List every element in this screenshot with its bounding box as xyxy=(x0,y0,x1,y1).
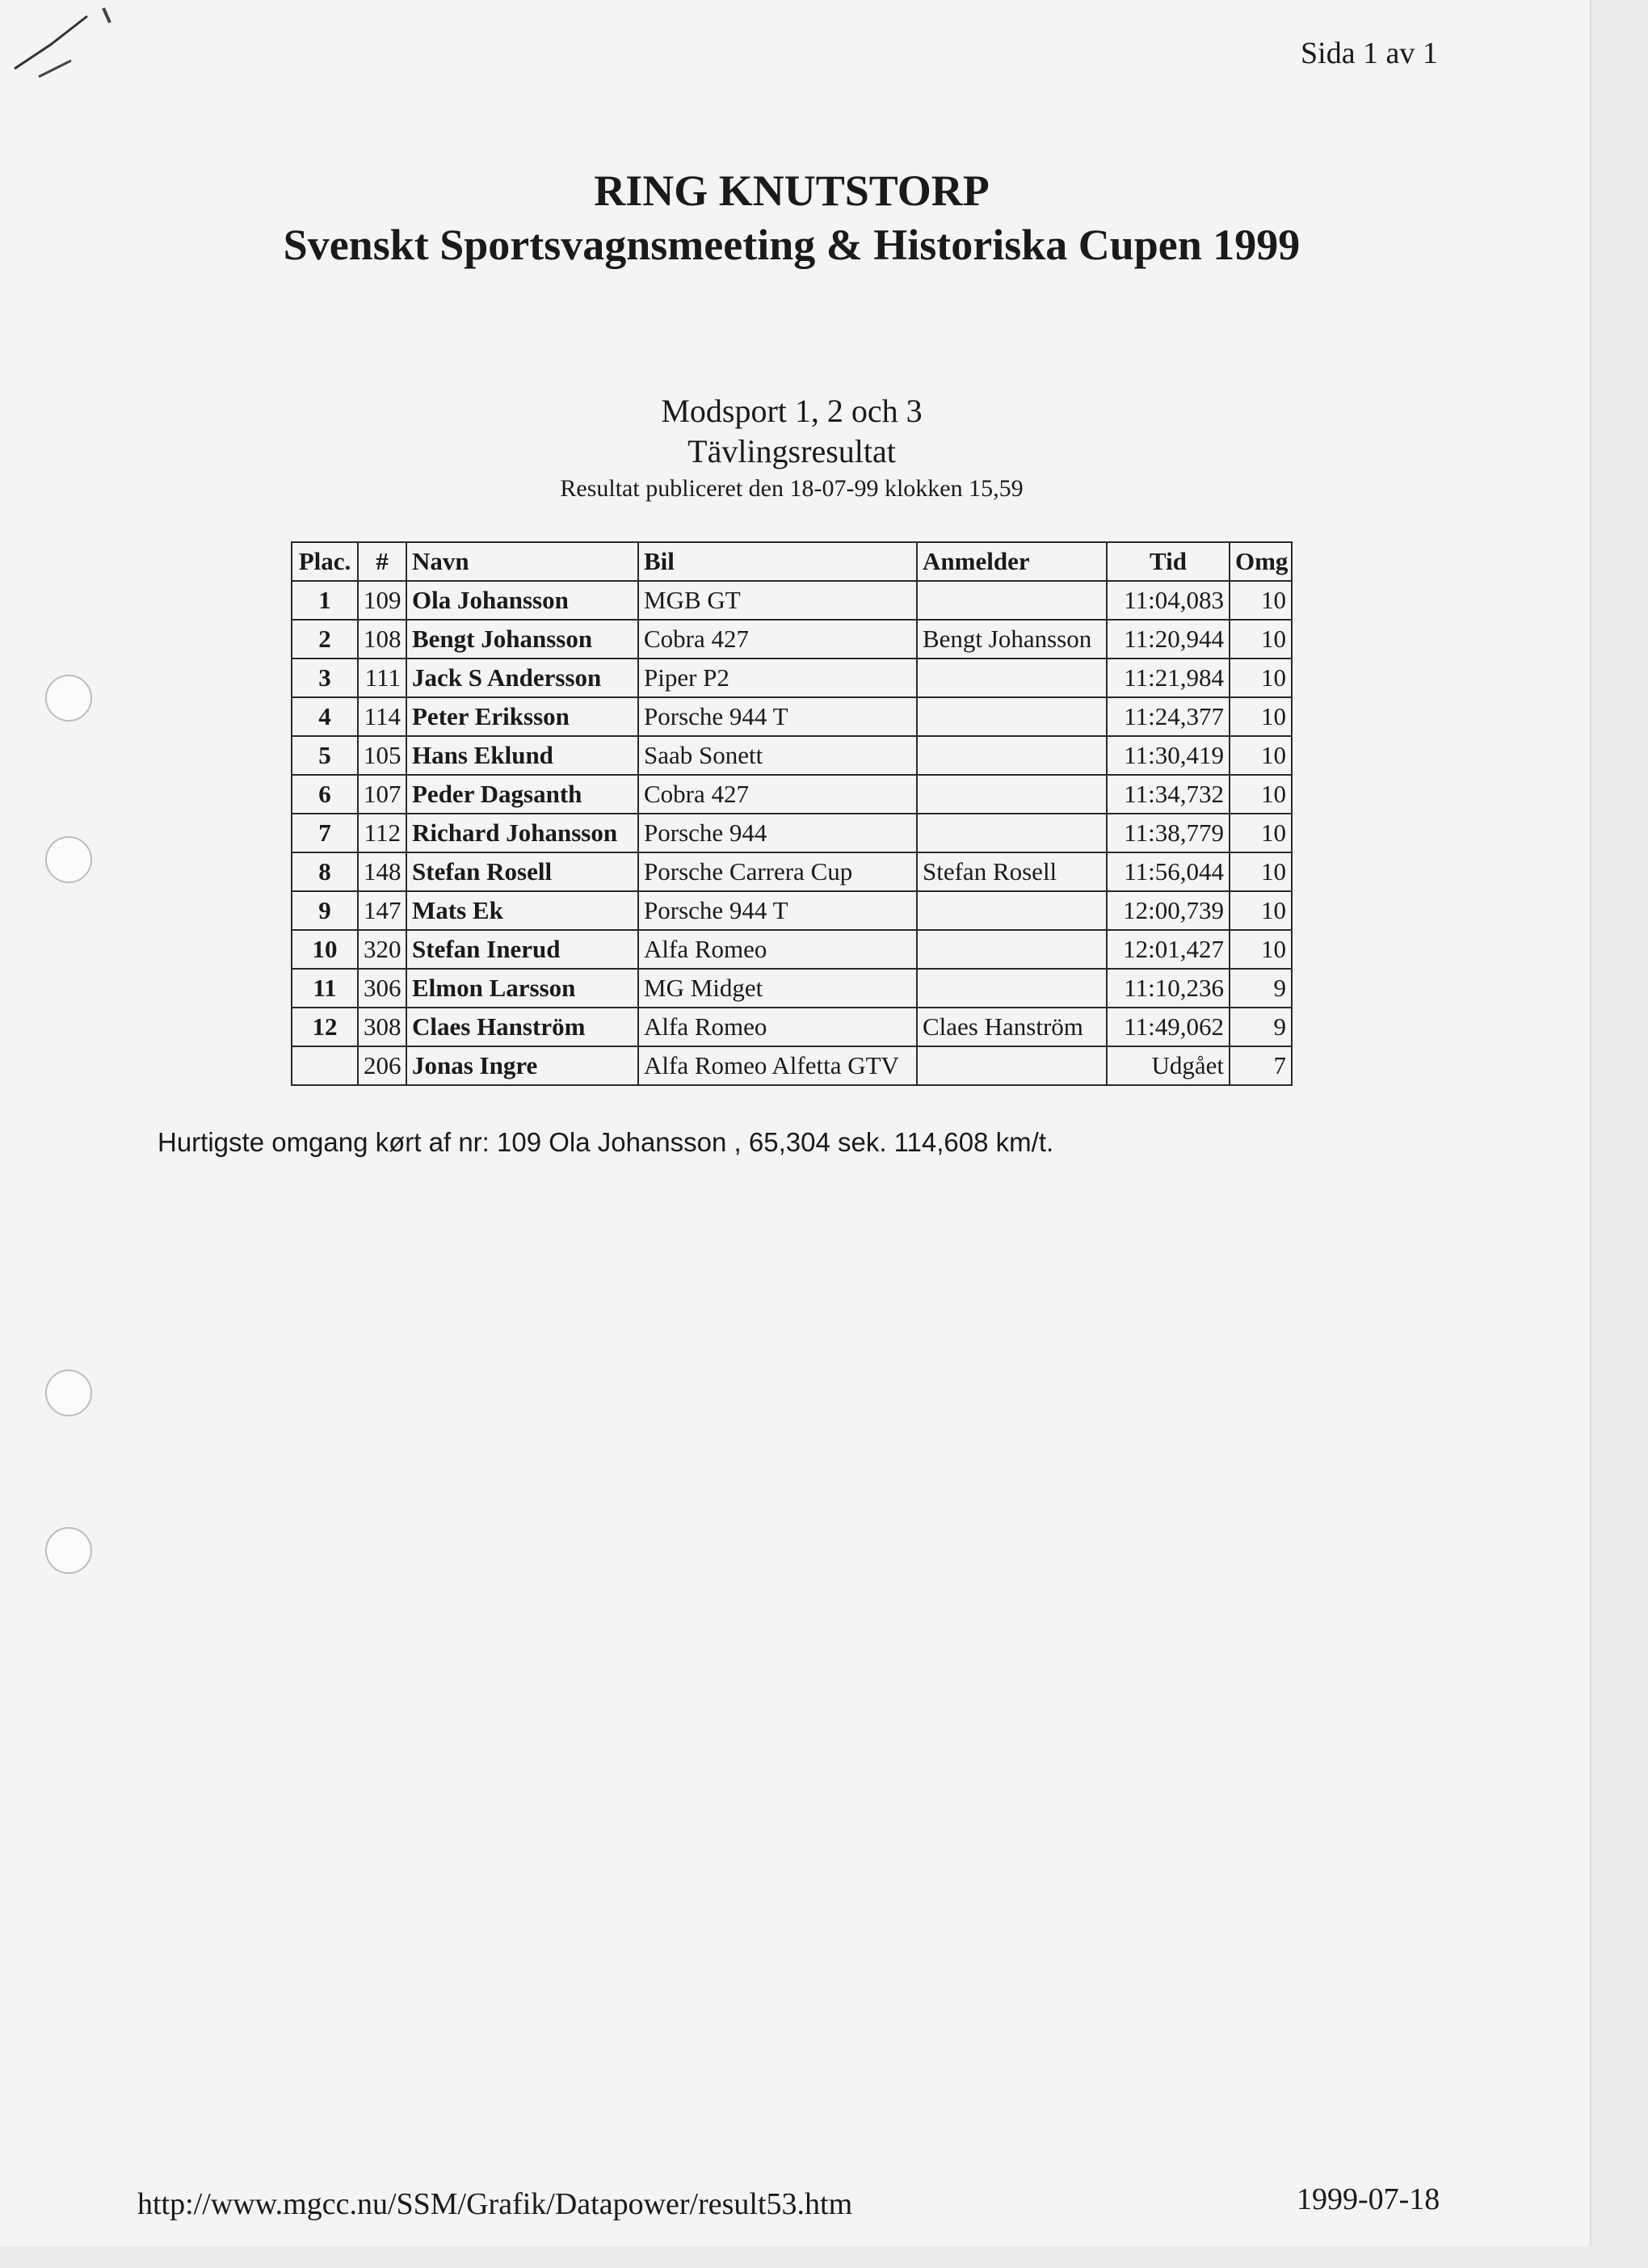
event-subtitle: Svenskt Sportsvagnsmeeting & Historiska Cupen 1999 xyxy=(283,221,1301,269)
cell-anmelder xyxy=(917,775,1107,814)
cell-num: 108 xyxy=(358,620,406,659)
cell-tid: 11:04,083 xyxy=(1107,581,1230,620)
cell-anmelder xyxy=(917,659,1107,697)
page-bottom-edge xyxy=(0,2246,1648,2268)
header-navn: Navn xyxy=(406,542,638,581)
cell-omg: 10 xyxy=(1230,891,1292,930)
cell-omg: 10 xyxy=(1230,930,1292,969)
header-tid: Tid xyxy=(1107,542,1230,581)
table-row xyxy=(292,697,1292,736)
cell-navn: Ola Johansson xyxy=(406,581,638,620)
cell-tid: 11:56,044 xyxy=(1107,852,1230,891)
cell-plac: 10 xyxy=(292,930,358,969)
punch-hole-icon xyxy=(45,675,92,722)
cell-tid: 11:10,236 xyxy=(1107,969,1230,1008)
cell-num: 306 xyxy=(358,969,406,1008)
cell-tid: 12:00,739 xyxy=(1107,891,1230,930)
cell-omg: 10 xyxy=(1230,852,1292,891)
cell-num: 112 xyxy=(358,814,406,852)
cell-tid: 11:20,944 xyxy=(1107,620,1230,659)
cell-plac: 6 xyxy=(292,775,358,814)
cell-navn: Claes Hanström xyxy=(406,1008,638,1046)
cell-tid: 11:21,984 xyxy=(1107,659,1230,697)
table-header-row xyxy=(292,542,1292,581)
cell-num: 111 xyxy=(358,659,406,697)
cell-navn: Jack S Andersson xyxy=(406,659,638,697)
cell-plac: 8 xyxy=(292,852,358,891)
cell-anmelder xyxy=(917,581,1107,620)
cell-tid: 11:24,377 xyxy=(1107,697,1230,736)
cell-navn: Stefan Rosell xyxy=(406,852,638,891)
cell-bil: Porsche 944 T xyxy=(638,697,917,736)
cell-plac: 5 xyxy=(292,736,358,775)
table-row xyxy=(292,814,1292,852)
cell-bil: Piper P2 xyxy=(638,659,917,697)
cell-omg: 10 xyxy=(1230,697,1292,736)
table-row xyxy=(292,930,1292,969)
cell-omg: 10 xyxy=(1230,659,1292,697)
table-row xyxy=(292,620,1292,659)
cell-navn: Richard Johansson xyxy=(406,814,638,852)
event-title: RING KNUTSTORP xyxy=(594,166,990,215)
cell-bil: Saab Sonett xyxy=(638,736,917,775)
cell-plac: 11 xyxy=(292,969,358,1008)
header-plac: Plac. xyxy=(292,542,358,581)
punch-hole-icon xyxy=(45,1527,92,1574)
table-row xyxy=(292,852,1292,891)
cell-tid: 12:01,427 xyxy=(1107,930,1230,969)
table-row xyxy=(292,775,1292,814)
cell-omg: 9 xyxy=(1230,1008,1292,1046)
cell-bil: Alfa Romeo xyxy=(638,930,917,969)
cell-plac: 9 xyxy=(292,891,358,930)
cell-bil: Porsche 944 T xyxy=(638,891,917,930)
cell-anmelder xyxy=(917,969,1107,1008)
footer-date: 1999-07-18 xyxy=(1297,2182,1440,2216)
cell-plac: 3 xyxy=(292,659,358,697)
cell-omg: 10 xyxy=(1230,814,1292,852)
cell-tid: 11:30,419 xyxy=(1107,736,1230,775)
cell-navn: Stefan Inerud xyxy=(406,930,638,969)
table-row xyxy=(292,969,1292,1008)
cell-navn: Jonas Ingre xyxy=(406,1046,638,1085)
cell-plac: 1 xyxy=(292,581,358,620)
header-anmelder: Anmelder xyxy=(917,542,1107,581)
cell-num: 206 xyxy=(358,1046,406,1085)
race-class: Modsport 1, 2 och 3 xyxy=(661,393,923,429)
cell-anmelder xyxy=(917,1046,1107,1085)
cell-plac: 12 xyxy=(292,1008,358,1046)
cell-num: 107 xyxy=(358,775,406,814)
cell-omg: 7 xyxy=(1230,1046,1292,1085)
fastest-lap-note: Hurtigste omgang kørt af nr: 109 Ola Johansson , 65,304 sek. 114,608 km/t. xyxy=(158,1127,1054,1157)
cell-tid: 11:38,779 xyxy=(1107,814,1230,852)
pen-mark-icon xyxy=(6,0,136,89)
table-row xyxy=(292,581,1292,620)
cell-omg: 10 xyxy=(1230,581,1292,620)
cell-num: 148 xyxy=(358,852,406,891)
cell-anmelder xyxy=(917,930,1107,969)
table-row xyxy=(292,1046,1292,1085)
cell-anmelder xyxy=(917,736,1107,775)
cell-bil: Porsche 944 xyxy=(638,814,917,852)
footer-url: http://www.mgcc.nu/SSM/Grafik/Datapower/result53.htm xyxy=(137,2187,853,2221)
cell-tid: 11:49,062 xyxy=(1107,1008,1230,1046)
cell-bil: MG Midget xyxy=(638,969,917,1008)
cell-anmelder: Stefan Rosell xyxy=(917,852,1107,891)
punch-hole-icon xyxy=(45,836,92,883)
cell-navn: Bengt Johansson xyxy=(406,620,638,659)
cell-anmelder: Bengt Johansson xyxy=(917,620,1107,659)
result-kind: Tävlingsresultat xyxy=(687,433,896,469)
cell-omg: 9 xyxy=(1230,969,1292,1008)
page-counter: Sida 1 av 1 xyxy=(1301,36,1438,70)
cell-navn: Peder Dagsanth xyxy=(406,775,638,814)
cell-anmelder xyxy=(917,814,1107,852)
cell-plac xyxy=(292,1046,358,1085)
cell-num: 105 xyxy=(358,736,406,775)
cell-num: 320 xyxy=(358,930,406,969)
cell-bil: Alfa Romeo xyxy=(638,1008,917,1046)
header-bil: Bil xyxy=(638,542,917,581)
cell-bil: MGB GT xyxy=(638,581,917,620)
cell-omg: 10 xyxy=(1230,736,1292,775)
cell-plac: 2 xyxy=(292,620,358,659)
cell-navn: Elmon Larsson xyxy=(406,969,638,1008)
cell-navn: Peter Eriksson xyxy=(406,697,638,736)
published-note: Resultat publiceret den 18-07-99 klokken 15,59 xyxy=(560,475,1024,502)
page-edge-shadow xyxy=(1590,0,1648,2268)
cell-navn: Mats Ek xyxy=(406,891,638,930)
table-row xyxy=(292,659,1292,697)
results-table xyxy=(291,541,1293,1086)
cell-num: 308 xyxy=(358,1008,406,1046)
cell-plac: 7 xyxy=(292,814,358,852)
header-num: # xyxy=(358,542,406,581)
cell-num: 147 xyxy=(358,891,406,930)
cell-anmelder xyxy=(917,697,1107,736)
punch-hole-icon xyxy=(45,1370,92,1416)
cell-bil: Cobra 427 xyxy=(638,775,917,814)
table-row xyxy=(292,1008,1292,1046)
cell-anmelder xyxy=(917,891,1107,930)
cell-omg: 10 xyxy=(1230,775,1292,814)
cell-bil: Alfa Romeo Alfetta GTV xyxy=(638,1046,917,1085)
cell-tid: 11:34,732 xyxy=(1107,775,1230,814)
cell-num: 114 xyxy=(358,697,406,736)
cell-bil: Porsche Carrera Cup xyxy=(638,852,917,891)
table-row xyxy=(292,736,1292,775)
cell-num: 109 xyxy=(358,581,406,620)
cell-anmelder: Claes Hanström xyxy=(917,1008,1107,1046)
cell-tid: Udgået xyxy=(1107,1046,1230,1085)
table-row xyxy=(292,891,1292,930)
header-omg: Omg xyxy=(1230,542,1292,581)
cell-bil: Cobra 427 xyxy=(638,620,917,659)
cell-omg: 10 xyxy=(1230,620,1292,659)
cell-navn: Hans Eklund xyxy=(406,736,638,775)
cell-plac: 4 xyxy=(292,697,358,736)
